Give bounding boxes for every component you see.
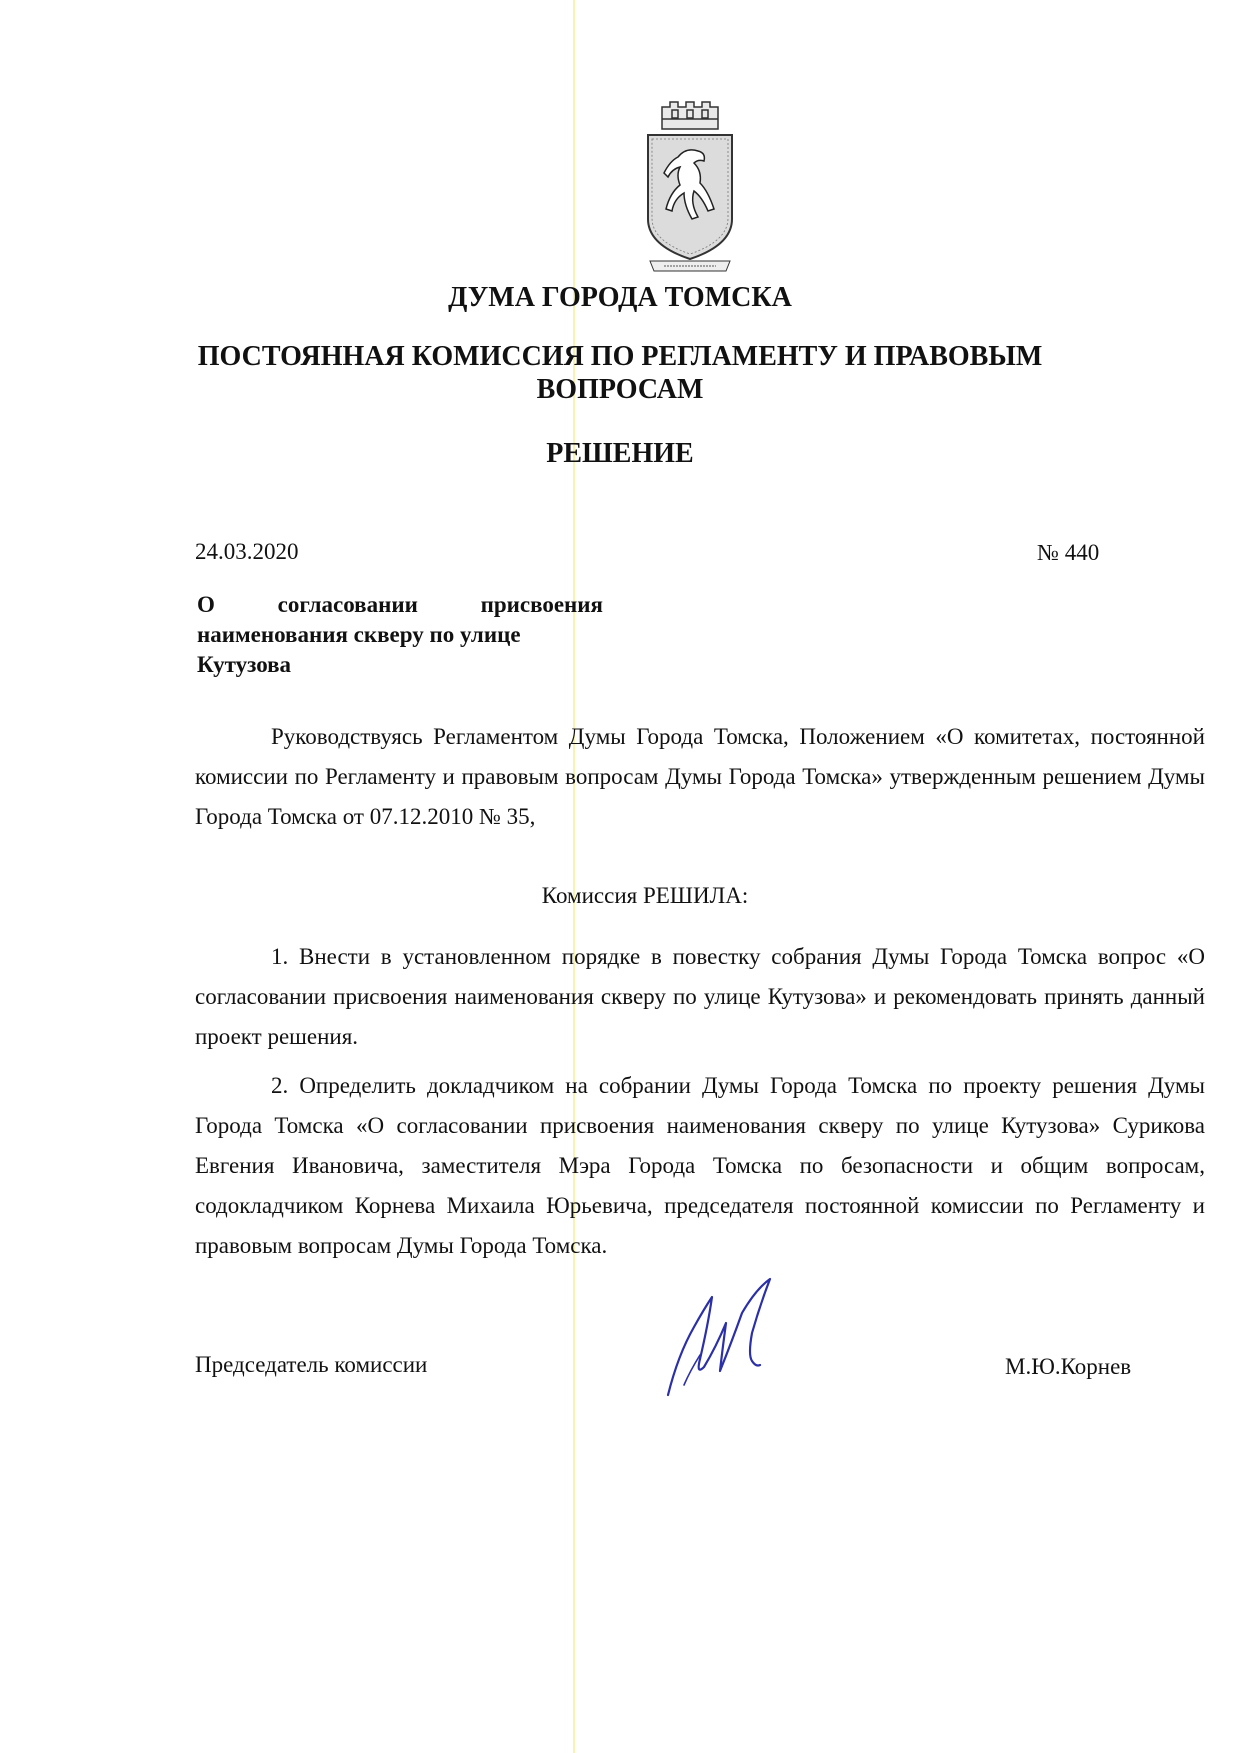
- signatory-title: Председатель комиссии: [195, 1352, 428, 1377]
- resolution-heading: Комиссия РЕШИЛА:: [541, 883, 749, 908]
- subject-line-2: Кутузова: [197, 652, 292, 677]
- handwritten-signature: [660, 1275, 780, 1405]
- scan-artifact-line: [573, 0, 575, 1753]
- document-subject: [197, 590, 603, 680]
- document-date: 24.03.2020: [195, 539, 299, 564]
- commission-title-line-2: ВОПРОСАМ: [536, 374, 704, 405]
- document-type: РЕШЕНИЕ: [546, 438, 694, 469]
- organization-title: ДУМА ГОРОДА ТОМСКА: [448, 282, 792, 313]
- commission-title: [0, 340, 1240, 406]
- commission-title-line-1: ПОСТОЯННАЯ КОМИССИЯ ПО РЕГЛАМЕНТУ И ПРАВОВЫМ: [197, 341, 1043, 372]
- resolution-item-2: 2. Определить докладчиком на собрании Думы Города Томска по проекту решения Думы Города Томска «О согласовании присвоения наименования скверу по улице Кутузова» Сурикова Евгения Ивановича, заместителя Мэра Города Томска по безопасности и общим вопросам, содокладчиком Корнева Михаила Юрьевича, председателя постоянной комиссии по Регламенту и правовым вопросам Думы Города Томска.: [195, 1073, 1205, 1258]
- intro-paragraph: Руководствуясь Регламентом Думы Города Томска, Положением «О комитетах, постоянной комиссии по Регламенту и правовым вопросам Думы Города Томска» утвержденным решением Думы Города Томска от 07.12.2010 № 35,: [195, 724, 1205, 829]
- subject-line-1: О согласовании присвоения наименования скверу по улице: [197, 592, 603, 647]
- document-number: № 440: [1037, 540, 1100, 565]
- signatory-name: М.Ю.Корнев: [1005, 1354, 1132, 1379]
- resolution-item-1: 1. Внести в установленном порядке в повестку собрания Думы Города Томска вопрос «О согласовании присвоения наименования скверу по улице Кутузова» и рекомендовать принять данный проект решения.: [195, 944, 1205, 1049]
- tomsk-coat-of-arms-icon: [642, 99, 738, 273]
